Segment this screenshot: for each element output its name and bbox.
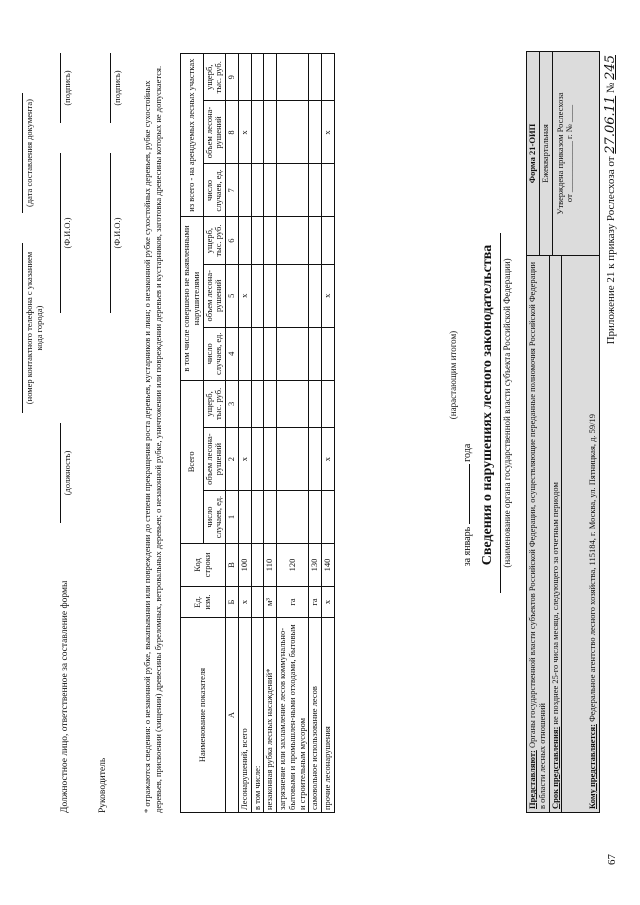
header-right (527, 52, 599, 255)
row-code: 140 (322, 544, 335, 587)
data-cell (238, 491, 251, 544)
table-header-row (181, 54, 204, 813)
responsible-signature-row (46, 53, 76, 813)
table-row (277, 54, 309, 813)
accumulated-caption: (нарастающим итогом) (448, 330, 458, 420)
index-cell: Б (226, 587, 239, 618)
contact-row (8, 53, 42, 813)
form-header-box (526, 51, 600, 813)
data-cell (322, 327, 335, 380)
phone-field (12, 243, 23, 413)
responsible-fio-caption: (Ф.И.О.) (62, 217, 72, 249)
period-line (462, 305, 474, 705)
index-cell: 1 (226, 491, 239, 544)
data-cell (322, 491, 335, 544)
data-cell (322, 380, 335, 427)
data-cell (238, 54, 251, 101)
period-suffix: года (462, 443, 473, 462)
data-cell (322, 164, 335, 217)
document-title: Сведения о нарушениях лесного законодательства (480, 244, 495, 566)
index-cell: 2 (226, 428, 239, 491)
row-code: 120 (277, 544, 309, 587)
subheader-volume: объем лесона-рушений (203, 264, 226, 327)
violations-table (180, 53, 335, 813)
subheader-damage: ущерб, тыс. руб. (203, 54, 226, 101)
row-name: самовольное использование лесов (309, 618, 322, 813)
footnote: * отражаются сведения: о незаконной рубке, выкапывании или повреждении до степени прекращения роста деревьев, кустарников и лиан; о незаконной рубке сухостойных деревьев, рубке сухостойных деревьев, присвоении (хищении) древесины буреломных, ветровальных деревьев; о незаконной рубке, уничтожении или повреждении деревьев и кустарников, заготовка древесины которых не допускается. (142, 65, 163, 813)
row-unit: га (277, 587, 309, 618)
index-cell: 9 (226, 54, 239, 101)
row-name: прочие лесонарушения (322, 618, 335, 813)
data-cell (238, 327, 251, 380)
table-row (322, 54, 335, 813)
data-cell: х (322, 101, 335, 164)
head-fio-field (100, 153, 111, 313)
handwritten-number: 245 (603, 55, 618, 80)
header-total: Всего (181, 380, 204, 543)
recipient-row (562, 256, 599, 812)
position-field (50, 423, 61, 523)
row-name: загрязнение или захламление лесов коммунально-бытовыми и промышлен-ными отходами, бытовым и строительным мусором (277, 618, 309, 813)
header-code: Код строки (181, 544, 226, 587)
period-prefix: за (462, 557, 473, 567)
approval-block: Утверждена приказом Рослесхоза от ____________ г. № ____ (554, 92, 575, 215)
data-cell: х (322, 428, 335, 491)
header-left (527, 255, 599, 812)
index-cell: 8 (226, 101, 239, 164)
head-signature-row (96, 53, 126, 813)
data-cell (322, 217, 335, 264)
table-row (238, 54, 251, 813)
date-caption: (дата составления документа) (24, 99, 34, 207)
data-cell (238, 380, 251, 427)
number-label: № (605, 82, 617, 94)
approval-year-no: г. № (564, 124, 575, 139)
subheader-volume: объем лесона-рушений (203, 101, 226, 164)
responsible-signature-field (50, 53, 61, 123)
index-cell: А (226, 618, 239, 813)
row-name: Лесонарушений, всего (238, 618, 251, 813)
index-cell: 6 (226, 217, 239, 264)
data-cell (322, 54, 335, 101)
data-cell: х (238, 264, 251, 327)
header-unit: Ед. изм. (181, 587, 226, 618)
row-name: в том числе: (251, 618, 264, 813)
submitter-row (527, 256, 550, 812)
approval-from: от (564, 194, 575, 203)
subheader-damage: ущерб, тыс. руб. (203, 380, 226, 427)
row-code: 130 (309, 544, 322, 587)
appendix-text: Приложение 21 к приказу Рослесхоза от (605, 156, 617, 345)
recipient-label: Кому представляется: (587, 724, 598, 809)
submitter-text: Органы государственной власти субъектов Российской Федерации, осуществляющие переданные полномочия Российской Федерации в области лесных отношений (527, 261, 547, 809)
head-fio-caption: (Ф.И.О.) (112, 217, 122, 249)
data-cell: х (238, 428, 251, 491)
subheader-count: число случаев, ед. (203, 164, 226, 217)
index-cell: В (226, 544, 239, 587)
row-unit: га (309, 587, 322, 618)
table-row (264, 54, 277, 813)
row-code (251, 544, 264, 587)
data-cell (238, 217, 251, 264)
responsible-signature-caption: (подпись) (62, 70, 72, 106)
subheader-damage: ущерб, тыс. руб. (203, 217, 226, 264)
index-cell: 3 (226, 380, 239, 427)
position-caption: (должность) (62, 450, 72, 496)
row-unit (251, 587, 264, 618)
table-row (251, 54, 264, 813)
row-code: 100 (238, 544, 251, 587)
responsible-fio-field (50, 153, 61, 313)
index-row (226, 54, 239, 813)
appendix-line (604, 55, 619, 815)
row-unit: м³ (264, 587, 277, 618)
subheader-volume: объем лесона-рушений (203, 428, 226, 491)
index-cell: 7 (226, 164, 239, 217)
index-cell: 4 (226, 327, 239, 380)
responsible-label: Должностное лицо, ответственное за составление формы (60, 580, 70, 813)
deadline-row (550, 256, 563, 812)
org-caption: (наименование органа государственной власти субъекта Российской Федерации) (500, 233, 512, 593)
handwritten-date: 27.06.11 (603, 95, 618, 154)
approval-text: Утверждена приказом Рослесхоза (554, 92, 565, 215)
form-number: Форма 21-ОИП (527, 52, 540, 255)
head-label: Руководитель (98, 757, 108, 813)
data-cell: х (238, 101, 251, 164)
header-leased: из всего - на арендуемых лесных участках (181, 54, 204, 217)
submitter-label: Представляют: (527, 750, 537, 809)
header-detected: в том числе совершено не выявленными нарушителями (181, 217, 204, 380)
data-cell (238, 164, 251, 217)
date-field (12, 93, 23, 213)
subheader-count: число случаев, ед. (203, 327, 226, 380)
row-name: незаконная рубка лесных насаждений* (264, 618, 277, 813)
row-unit: х (322, 587, 335, 618)
row-unit: х (238, 587, 251, 618)
header-name: Наименование показателя (181, 618, 226, 813)
page-number: 67 (606, 854, 618, 865)
index-cell: 5 (226, 264, 239, 327)
phone-caption: (номер контактного телефона с указанием кода города) (24, 251, 44, 405)
head-signature-field (100, 53, 111, 123)
row-code: 110 (264, 544, 277, 587)
periodicity: Ежеквартальная (540, 52, 553, 255)
period-month: январь (462, 526, 473, 556)
table-row (309, 54, 322, 813)
subheader-count: число случаев, ед. (203, 491, 226, 544)
data-cell: х (322, 264, 335, 327)
head-signature-caption: (подпись) (112, 70, 122, 106)
deadline-text: не позднее 25-го числа месяца, следующего за отчетным периодом (549, 482, 560, 725)
deadline-label: Срок представления: (549, 726, 560, 809)
recipient-text: Федеральное агентство лесного хозяйства, 115184, г. Москва, ул. Пятницкая, д. 59/19 (587, 413, 598, 722)
